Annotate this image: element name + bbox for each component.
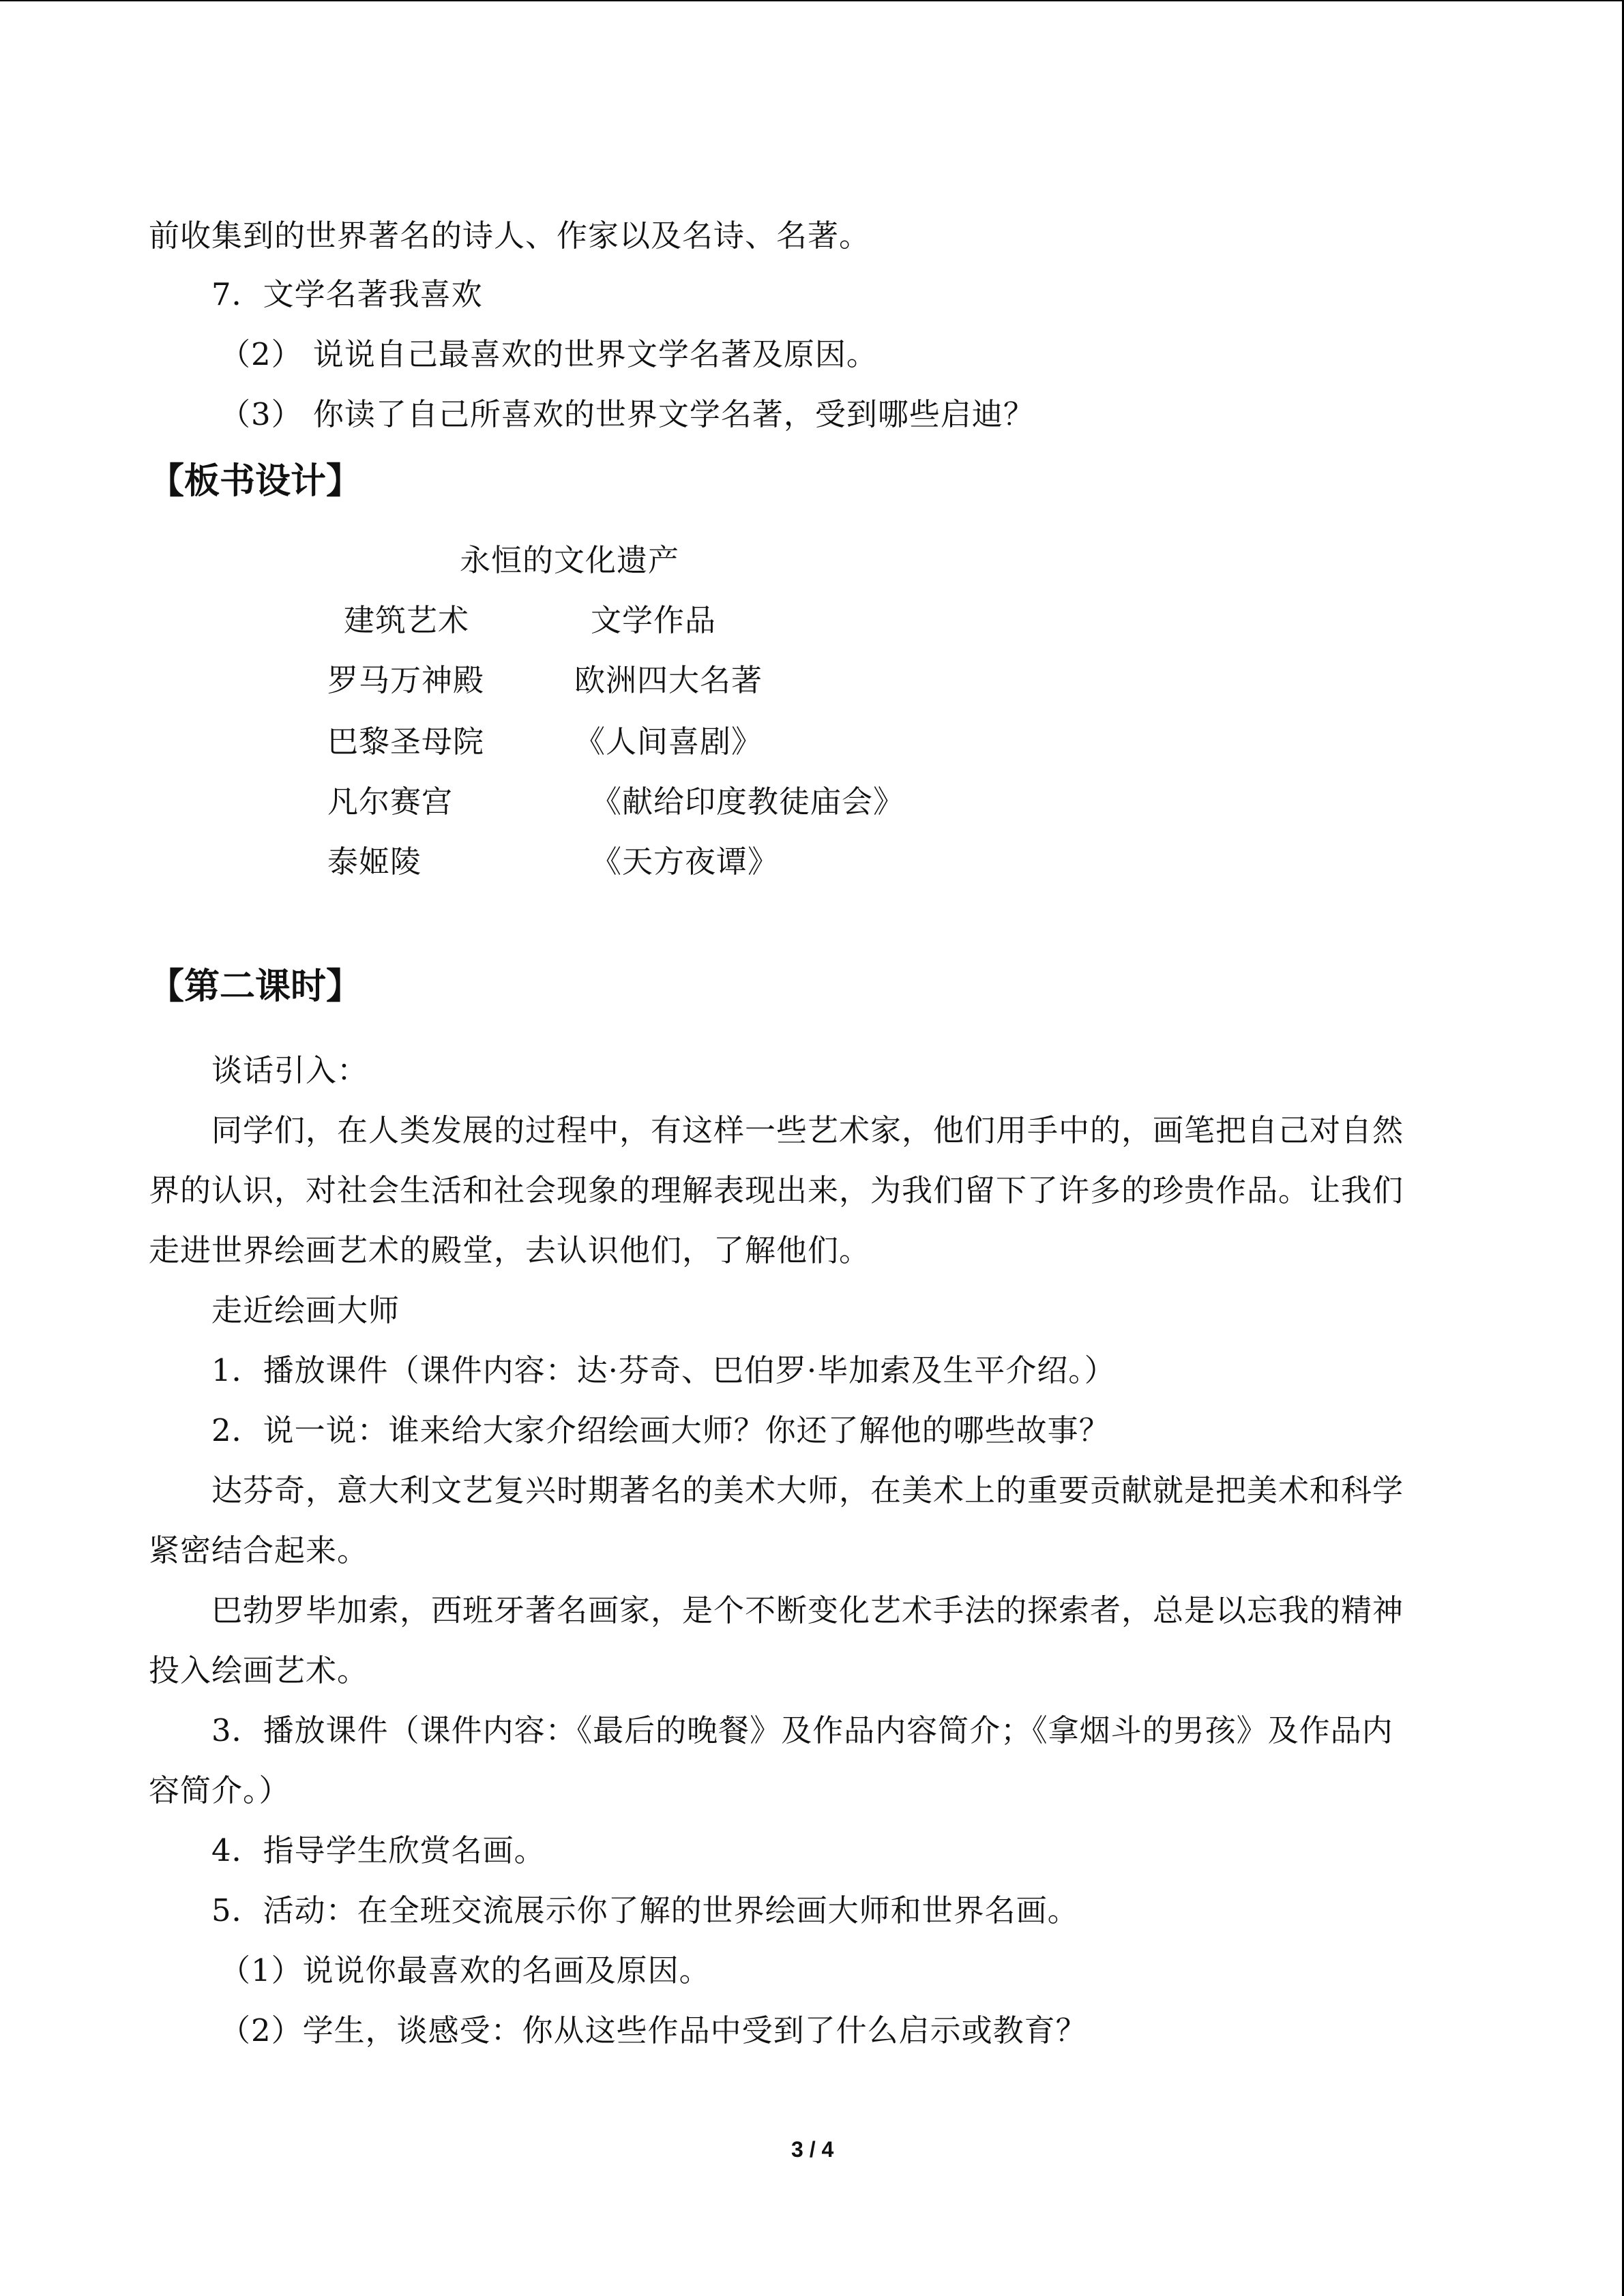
item-7-sub-2: （2） 说说自己最喜欢的世界文学名著及原因。 [220,336,878,372]
board-row-left: 凡尔赛宫 [327,784,454,820]
page-number: 3 / 4 [791,2137,834,2162]
step-1: 1．播放课件（课件内容：达·芬奇、巴伯罗·毕加索及生平介绍。） [211,1352,1116,1388]
board-row-left: 巴黎圣母院 [327,724,485,760]
section-label: 走近绘画大师 [211,1292,400,1328]
intro-label: 谈话引入： [211,1052,369,1088]
board-title: 永恒的文化遗产 [460,542,680,578]
second-lesson-heading: 【第二课时】 [149,966,362,1007]
step-4: 4．指导学生欣赏名画。 [211,1832,546,1868]
board-left-header: 建筑艺术 [344,602,470,638]
board-row-right: 欧洲四大名著 [574,662,763,698]
step-5-sub-1: （1）说说你最喜欢的名画及原因。 [220,1952,711,1988]
page-top-border [0,0,1624,1]
board-row-right: 《天方夜谭》 [591,844,780,880]
step-3-line-2: 容简介。） [149,1772,291,1808]
item-7-sub-3: （3） 你读了自己所喜欢的世界文学名著，受到哪些启迪？ [220,396,1035,432]
intro-paragraph-line-1: 同学们，在人类发展的过程中，有这样一些艺术家，他们用手中的，画笔把自己对自然 [211,1112,1404,1148]
intro-paragraph-line-3: 走进世界绘画艺术的殿堂，去认识他们，了解他们。 [149,1232,871,1268]
board-row-left: 泰姬陵 [327,844,422,880]
step-2: 2．说一说：谁来给大家介绍绘画大师？你还了解他的哪些故事？ [211,1412,1110,1448]
step-3-line-1: 3．播放课件（课件内容：《最后的晚餐》及作品内容简介；《拿烟斗的男孩》及作品内 [211,1712,1393,1748]
intro-line: 前收集到的世界著名的诗人、作家以及名诗、名著。 [149,218,871,254]
board-row-right: 《人间喜剧》 [574,724,763,760]
board-right-header: 文学作品 [591,602,717,638]
board-design-heading: 【板书设计】 [149,461,362,502]
picasso-line-2: 投入绘画艺术。 [149,1652,369,1688]
step-5: 5．活动：在全班交流展示你了解的世界绘画大师和世界名画。 [211,1892,1079,1928]
board-row-right: 《献给印度教徒庙会》 [591,784,905,820]
davinci-line-1: 达芬奇，意大利文艺复兴时期著名的美术大师，在美术上的重要贡献就是把美术和科学 [211,1472,1404,1508]
board-row-left: 罗马万神殿 [327,662,485,698]
item-7-title: 7．文学名著我喜欢 [211,276,483,312]
step-5-sub-2: （2）学生，谈感受：你从这些作品中受到了什么启示或教育？ [220,2012,1087,2048]
picasso-line-1: 巴勃罗毕加索，西班牙著名画家，是个不断变化艺术手法的探索者，总是以忘我的精神 [211,1592,1404,1628]
intro-paragraph-line-2: 界的认识，对社会生活和社会现象的理解表现出来，为我们留下了许多的珍贵作品。让我们 [149,1172,1404,1208]
davinci-line-2: 紧密结合起来。 [149,1532,369,1568]
